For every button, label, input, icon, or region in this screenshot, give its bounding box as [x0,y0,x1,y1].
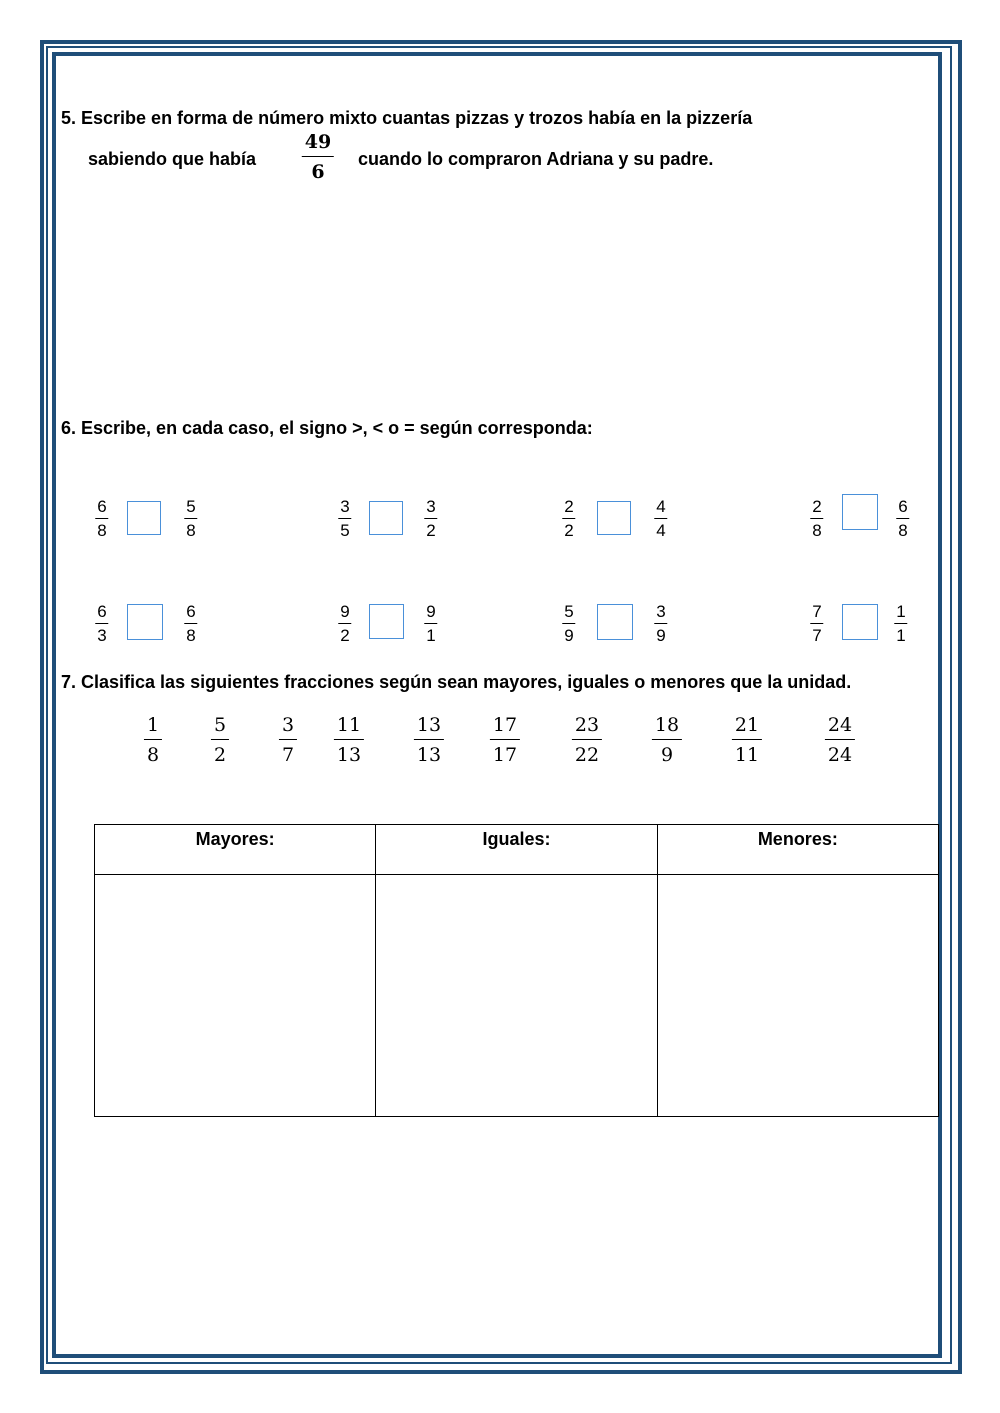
q6-r2-c1-answer-box[interactable] [127,604,163,640]
q7-fraction [652,716,682,765]
header-mayores: Mayores: [95,825,376,875]
q6-r1-c4-answer-box[interactable] [842,494,878,530]
fraction-denominator: 9 [656,626,666,645]
q6-r2-c3-answer-box[interactable] [597,604,633,640]
header-menores: Menores: [657,825,938,875]
q7-fraction [144,716,162,765]
fraction-denominator: 8 [186,626,196,645]
q6-r2-c2-right-fraction [424,603,437,644]
q6-r1-c2-right-fraction [424,498,437,539]
fraction-denominator: 4 [656,521,666,540]
table-row [95,875,939,1117]
fraction-numerator: 6 [898,497,908,516]
q6-r1-c4-right-fraction [896,498,909,539]
fraction-numerator: 3 [426,497,436,516]
fraction-denominator: 1 [426,626,436,645]
fraction-numerator: 9 [426,602,436,621]
fraction-denominator: 2 [564,521,574,540]
fraction-numerator: 3 [656,602,666,621]
fraction-numerator: 23 [574,714,600,736]
q7-fraction [825,716,855,765]
q6-r1-c1-answer-box[interactable] [127,501,161,535]
q6-r1-c1-right-fraction [184,498,197,539]
fraction-denominator: 9 [660,744,674,766]
fraction-denominator: 8 [146,744,160,766]
fraction-numerator: 5 [213,714,227,736]
fraction-numerator: 9 [340,602,350,621]
q7-fraction [732,716,762,765]
q5-line2-after: cuando lo compraron Adriana y su padre. [358,149,714,169]
fraction-numerator: 5 [564,602,574,621]
q6-r2-c2-left-fraction [338,603,351,644]
q6-r2-c4-answer-box[interactable] [842,604,878,640]
q7-fraction [334,716,364,765]
fraction-numerator: 4 [656,497,666,516]
fraction-numerator: 3 [340,497,350,516]
fraction-denominator: 8 [898,521,908,540]
fraction-numerator: 2 [564,497,574,516]
fraction-numerator: 1 [146,714,160,736]
q6-r1-c2-answer-box[interactable] [369,501,403,535]
fraction-numerator: 3 [281,714,295,736]
q7-fraction [414,716,444,765]
fraction-numerator: 11 [336,714,362,736]
fraction-denominator: 8 [812,521,822,540]
q5-fraction [302,133,334,182]
fraction-denominator: 7 [812,626,822,645]
fraction-denominator: 17 [492,744,518,766]
fraction-denominator: 5 [340,521,350,540]
fraction-denominator: 13 [416,744,442,766]
fraction-denominator: 8 [186,521,196,540]
fraction-numerator: 2 [812,497,822,516]
q7-fraction [490,716,520,765]
table-header-row [95,825,939,875]
q7-fraction [572,716,602,765]
q6-r1-c3-answer-box[interactable] [597,501,631,535]
q6-r1-c4-left-fraction [810,498,823,539]
fraction-numerator: 6 [97,602,107,621]
q7-fraction [211,716,229,765]
q6-r1-c2-left-fraction [338,498,351,539]
fraction-numerator: 18 [654,714,680,736]
q7-fraction [279,716,297,765]
cell-mayores[interactable] [95,875,376,1117]
fraction-numerator: 17 [492,714,518,736]
fraction-denominator: 24 [827,744,853,766]
q6-r2-c4-right-fraction [894,603,907,644]
q6-r1-c3-right-fraction [654,498,667,539]
q6-r2-c3-right-fraction [654,603,667,644]
fraction-numerator: 7 [812,602,822,621]
q5-line1: 5. Escribe en forma de número mixto cuantas pizzas y trozos había en la pizzería [61,108,753,128]
fraction-denominator: 1 [896,626,906,645]
fraction-denominator: 22 [574,744,600,766]
fraction-numerator: 13 [416,714,442,736]
fraction-denominator: 9 [564,626,574,645]
fraction-numerator: 49 [304,131,332,153]
classification-table [94,824,939,1117]
fraction-numerator: 1 [896,602,906,621]
q6-r2-c3-left-fraction [562,603,575,644]
q6-r2-c1-left-fraction [95,603,108,644]
fraction-denominator: 11 [734,744,760,766]
fraction-numerator: 6 [97,497,107,516]
fraction-denominator: 2 [213,744,227,766]
page-border-inner [52,52,942,1358]
fraction-numerator: 21 [734,714,760,736]
q6-r2-c1-right-fraction [184,603,197,644]
fraction-numerator: 24 [827,714,853,736]
fraction-denominator: 2 [426,521,436,540]
cell-iguales[interactable] [376,875,657,1117]
q6-title: 6. Escribe, en cada caso, el signo >, < o = según corresponda: [61,418,593,438]
fraction-denominator: 6 [311,161,325,183]
fraction-denominator: 7 [281,744,295,766]
header-iguales: Iguales: [376,825,657,875]
q6-r2-c2-answer-box[interactable] [369,604,404,639]
q7-title: 7. Clasifica las siguientes fracciones según sean mayores, iguales o menores que la unidad. [61,672,852,692]
cell-menores[interactable] [657,875,938,1117]
fraction-numerator: 5 [186,497,196,516]
q5-line2-before: sabiendo que había [88,149,257,169]
fraction-denominator: 13 [336,744,362,766]
fraction-numerator: 6 [186,602,196,621]
q6-r1-c1-left-fraction [95,498,108,539]
fraction-denominator: 2 [340,626,350,645]
q6-r2-c4-left-fraction [810,603,823,644]
fraction-denominator: 8 [97,521,107,540]
fraction-denominator: 3 [97,626,107,645]
q6-r1-c3-left-fraction [562,498,575,539]
